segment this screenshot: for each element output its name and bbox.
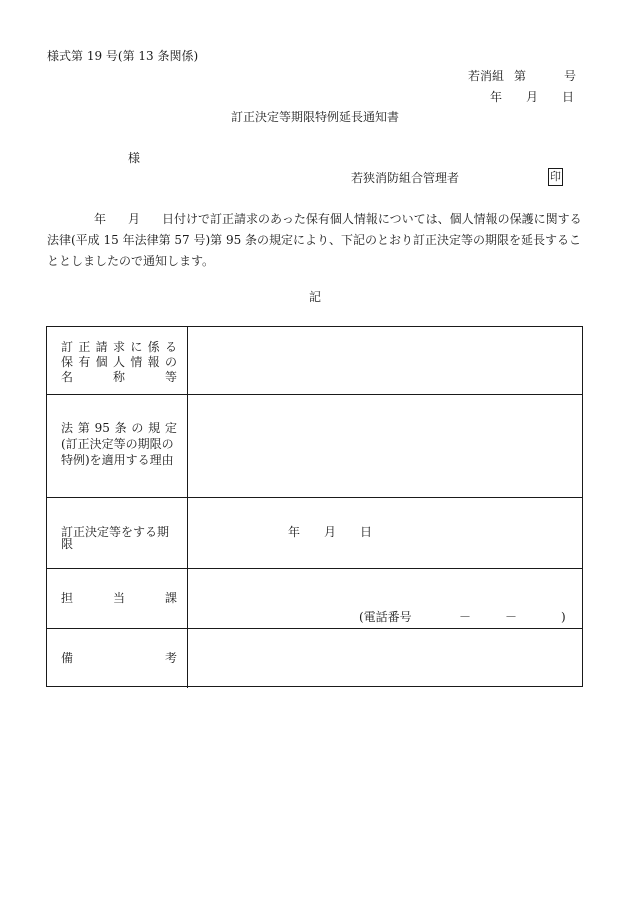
doc-dai: 第: [514, 69, 527, 83]
label-line-1: [61, 422, 177, 434]
label-char: 係: [147, 340, 160, 354]
label-cell-remarks: [47, 628, 188, 688]
deadline-day: 日: [360, 525, 373, 539]
body-year: 年: [94, 212, 107, 226]
table-row-reason: [47, 394, 582, 498]
label-char: 請: [95, 340, 108, 354]
label-line-1: [61, 341, 177, 353]
label-char: る: [164, 340, 177, 354]
label-char: 考: [164, 651, 177, 665]
label-char: 特例)を適用する理由: [61, 453, 174, 467]
value-cell-department[interactable]: [188, 568, 582, 628]
label-cell-deadline: [47, 497, 188, 568]
date-day: 日: [562, 90, 575, 104]
department-label: [61, 592, 177, 604]
value-cell-reason[interactable]: [188, 394, 582, 497]
label-char: 法: [61, 421, 74, 435]
label-char: に: [130, 340, 143, 354]
table-row-remarks: [47, 628, 582, 688]
issue-date-row: [490, 91, 574, 103]
label-line-3: [61, 371, 177, 383]
addressee-suffix: 様: [128, 151, 141, 165]
table-row-deadline: [47, 497, 582, 569]
date-month: 月: [526, 90, 539, 104]
value-cell-remarks[interactable]: [188, 628, 582, 688]
phone-dash-1: －: [459, 610, 472, 624]
value-cell-deadline[interactable]: [188, 497, 582, 568]
deadline-month: 月: [324, 525, 337, 539]
label-char: 第: [77, 421, 90, 435]
label-char: 報: [147, 355, 160, 369]
label-char: 課: [164, 591, 177, 605]
deadline-year: 年: [288, 525, 301, 539]
label-char: 正: [78, 340, 91, 354]
label-line-2: [61, 356, 177, 368]
phone-close: ): [561, 610, 566, 624]
form-number: 様式第 19 号(第 13 条関係): [47, 49, 199, 63]
label-char: 定: [164, 421, 177, 435]
body-month: 月: [128, 212, 141, 226]
value-cell-subject[interactable]: [188, 327, 582, 394]
label-char: 個: [95, 355, 108, 369]
doc-prefix: 若消組: [468, 69, 505, 83]
sender-name: 若狭消防組合管理者: [351, 171, 460, 185]
deadline-label: 訂正決定等をする期限: [61, 525, 170, 551]
label-char: 称: [112, 370, 125, 384]
label-char: 情: [130, 355, 143, 369]
label-line-2: [61, 438, 177, 450]
label-char: の: [131, 421, 144, 435]
label-char: (訂正決定等の期限の: [61, 437, 174, 451]
label-line-3: [61, 454, 177, 466]
remarks-label: [61, 652, 177, 664]
label-char: 担: [61, 591, 74, 605]
label-char: 名: [61, 370, 74, 384]
seal-mark: 印: [548, 168, 563, 186]
label-char: 人: [112, 355, 125, 369]
phone-open: (電話番号: [359, 610, 412, 624]
label-char: 備: [61, 651, 74, 665]
label-char: 条: [114, 421, 127, 435]
label-char: 有: [78, 355, 91, 369]
label-char: の: [164, 355, 177, 369]
body-paragraph: [47, 209, 587, 272]
label-cell-reason: [47, 394, 188, 497]
label-char: 95: [94, 421, 110, 435]
label-char: 保: [61, 355, 74, 369]
date-year: 年: [490, 90, 503, 104]
label-char: 訂: [61, 340, 74, 354]
label-char: 当: [112, 591, 125, 605]
body-text: 日付けで訂正請求のあった保有個人情報については、個人情報の保護に関する法律(平成 15 年法律第 57 号)第 95 条の規定により、下記のとおり訂正決定等の期限を延長することとしましたので通知します。: [47, 212, 582, 268]
document-title: 訂正決定等期限特例延長通知書: [230, 110, 399, 124]
table-row-subject: [47, 327, 582, 395]
doc-go: 号: [564, 69, 577, 83]
form-table: [46, 326, 583, 687]
label-char: 等: [164, 370, 177, 384]
label-cell-subject: [47, 327, 188, 394]
phone-dash-2: －: [505, 610, 518, 624]
document-number-row: [468, 70, 576, 82]
label-cell-department: [47, 568, 188, 628]
label-char: 求: [112, 340, 125, 354]
table-row-department: [47, 568, 582, 629]
label-char: 規: [148, 421, 161, 435]
ki-heading: 記: [308, 290, 321, 304]
